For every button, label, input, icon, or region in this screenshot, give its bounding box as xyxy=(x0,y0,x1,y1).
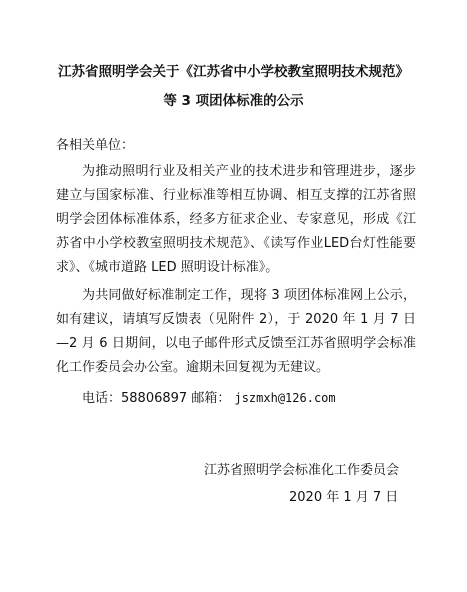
paragraph-1 xyxy=(56,160,416,280)
phone-label: 电话： xyxy=(82,391,122,406)
salutation: 各相关单位： xyxy=(56,138,135,153)
email-label: 邮箱： xyxy=(191,391,231,406)
email-address: jszmxh@126.com xyxy=(234,391,336,405)
contact-line xyxy=(82,388,336,409)
notice-title-line2: 等 3 项团体标准的公示 xyxy=(163,93,304,109)
paragraph-1-text: 为推动照明行业及相关产业的技术进步和管理进步，逐步建立与国家标准、行业标准等相互协调、相互支撑的江苏省照明学会团体标准体系，经多方征求企业、专家意见，形成《江苏省中小学校教室照明技术规范》、《读写作业LED台灯性能要求》、《城市道路 LED 照明设计标准》。 xyxy=(56,164,416,275)
paragraph-2 xyxy=(56,284,416,380)
signer-organization: 江苏省照明学会标准化工作委员会 xyxy=(204,463,400,478)
notice-title-line1: 江苏省照明学会关于《江苏省中小学校教室照明技术规范》 xyxy=(58,64,409,80)
phone-number: 58806897 xyxy=(121,391,188,406)
paragraph-2-text: 为共同做好标准制定工作，现将 3 项团体标准网上公示，如有建议，请填写反馈表（见附件 2），于 2020 年 1 月 7 日—2 月 6 日期间，以电子邮件形式反馈至江苏省照明学会标准化工作委员会办公室。逾期未回复视为无建议。 xyxy=(56,288,416,375)
signature-date: 2020 年 1 月 7 日 xyxy=(289,490,399,505)
